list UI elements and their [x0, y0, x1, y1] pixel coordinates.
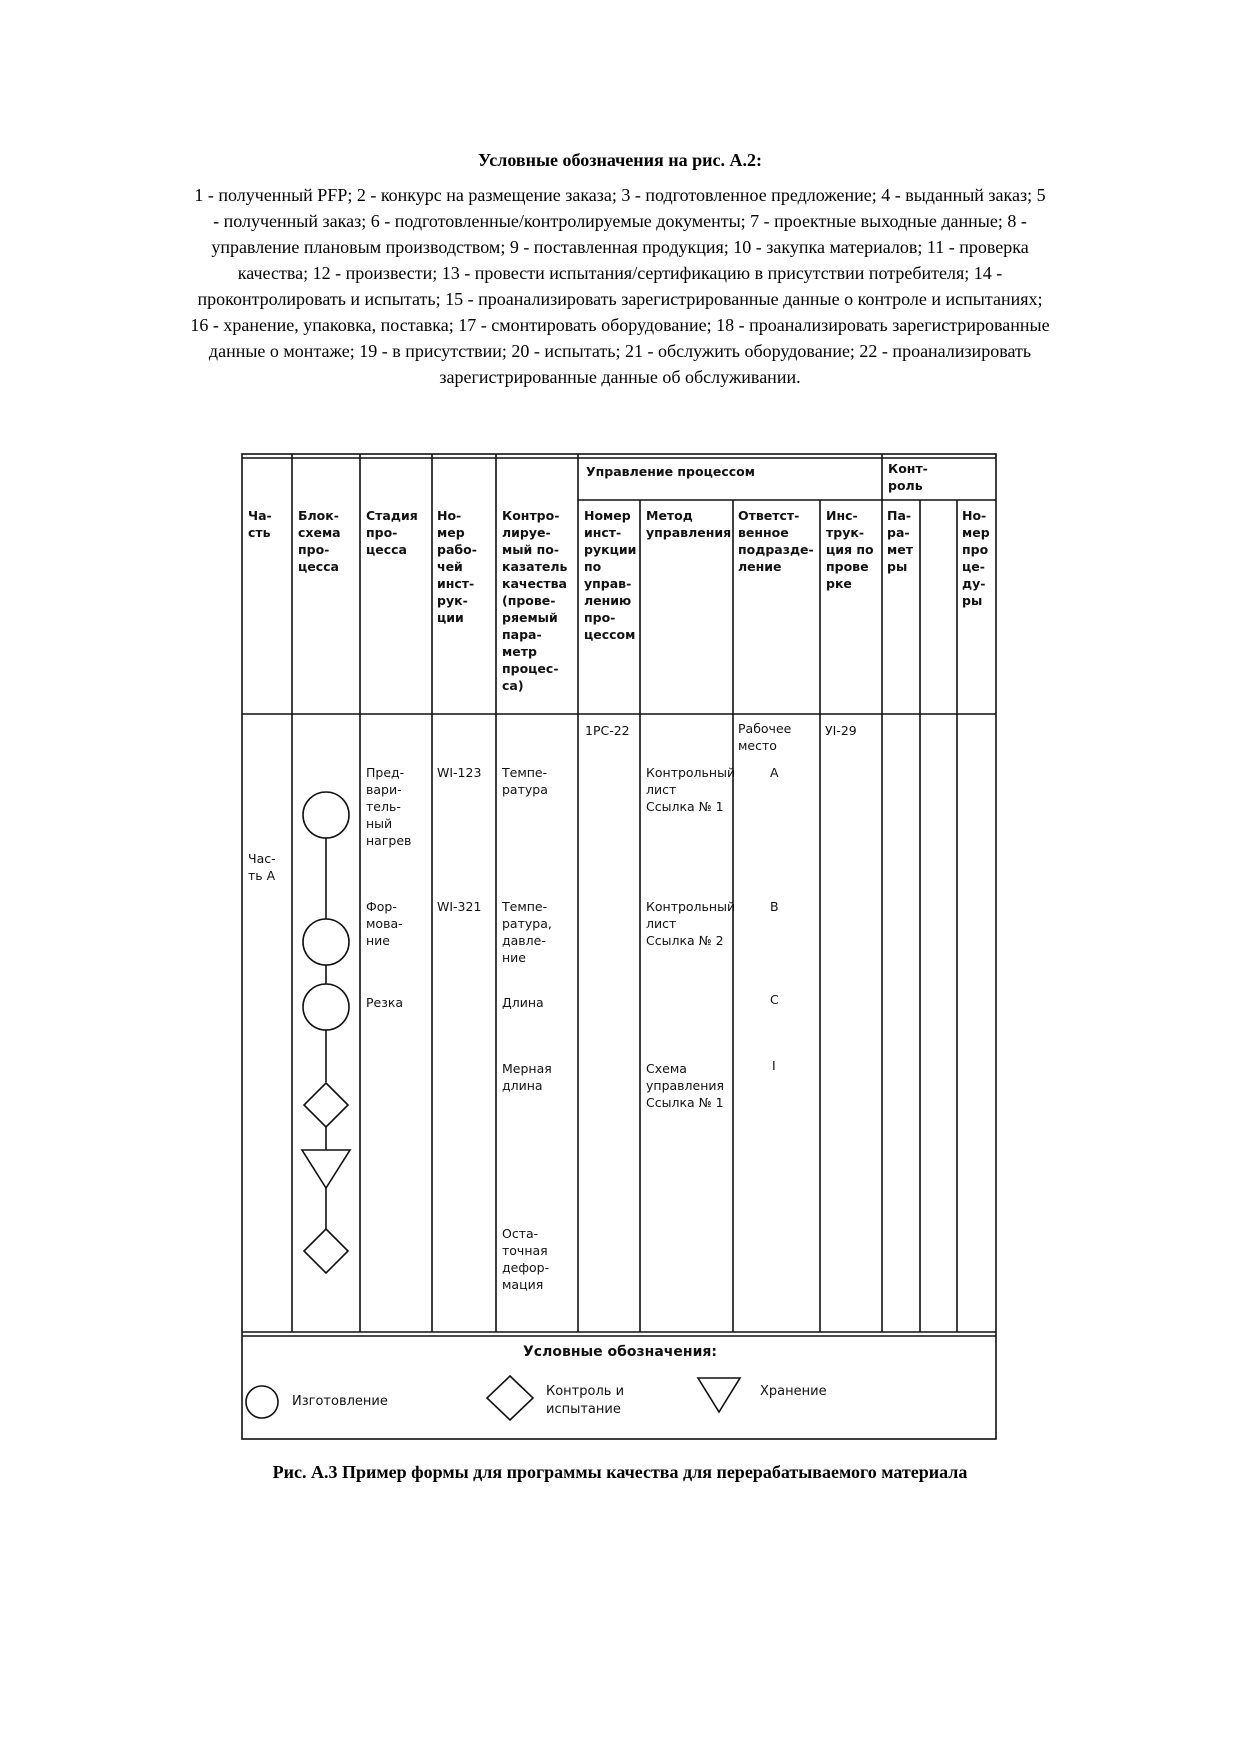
flow-circle-3: [303, 984, 349, 1030]
legend-diamond: [487, 1376, 533, 1420]
row4-responsible: I: [772, 1058, 776, 1073]
row1-method: Контрольный лист Ссылка № 1: [646, 765, 736, 814]
quality-program-form: [240, 452, 1000, 1444]
row2-indicator: Темпе- ратура, давле- ние: [502, 899, 552, 965]
flow-diamond-2: [304, 1229, 348, 1273]
header-responsible: Ответст- венное подразде- ление: [738, 508, 814, 574]
header-part: Ча- сть: [248, 508, 272, 540]
header-proc-number: Но- мер про це- ду- ры: [962, 508, 990, 608]
symbols-legend-manufacture: Изготовление: [292, 1394, 388, 1409]
symbols-legend-storage: Хранение: [760, 1384, 827, 1399]
header-wi-number: Но- мер рабо- чей инст- рук- ции: [437, 508, 477, 625]
group-header-process-control: Управление процессом: [586, 464, 755, 479]
row2-responsible: В: [770, 899, 779, 914]
legend-text: 1 - полученный PFP; 2 - конкурс на размещение заказа; 3 - подготовленное предложение; 4 - выданный заказ; 5 - полученный заказ; 6 - подготовленные/контролируемые документы; 7 - проектные выходные данные; 8 - управление плановым производством; 9 - поставленная продукция; 10 - закупка материалов; 11 - проверка качества; 12 - произвести; 13 - провести испытания/сертификацию в присутствии потребителя; 14 - проконтролировать и испытать; 15 - проанализировать зарегистрированные данные о контроле и испытаниях; 16 - хранение, упаковка, поставка; 17 - смонтировать оборудование; 18 - проанализировать зарегистрированные данные о монтаже; 19 - в присутствии; 20 - испытать; 21 - обслужить оборудование; 22 - проанализировать зарегистрированные данные об обслуживании.: [190, 185, 1050, 387]
header-check-instr: Инс- трук- ция по прове рке: [826, 508, 874, 591]
header-stage: Стадия про- цесса: [366, 508, 418, 557]
header-params: Па- ра- мет ры: [887, 508, 913, 574]
header-indicator: Контро- лируе- мый по- казатель качества (прове- ряемый пара- метр процес- са): [502, 508, 568, 693]
row3-indicator: Длина: [502, 995, 544, 1010]
figure-caption: Рис. А.3 Пример формы для программы качества для перерабатываемого материала: [272, 1462, 968, 1482]
header-block: Блок- схема про- цесса: [298, 508, 341, 574]
flow-diamond-1: [304, 1083, 348, 1127]
part-label: Час- ть А: [248, 851, 276, 883]
symbols-legend-title: Условные обозначения:: [523, 1344, 717, 1360]
legend-title: Условные обозначения на рис. А.2:: [477, 150, 763, 170]
row3-responsible: С: [770, 992, 779, 1007]
header-pc-number: Номер инст- рукции по управ- лению про- цессом: [584, 508, 637, 642]
row1-responsible: А: [770, 765, 779, 780]
flow-circle-1: [303, 792, 349, 838]
row1-wi: WI-123: [437, 765, 482, 780]
pc-instruction: 1PC-22: [585, 723, 630, 738]
legend-circle: [246, 1386, 278, 1418]
row3-stage: Резка: [366, 995, 404, 1010]
row4-method: Схема управления Ссылка № 1: [646, 1061, 725, 1110]
symbols-legend-control: Контроль и испытание: [546, 1384, 625, 1417]
row5-indicator: Оста- точная дефор- мация: [502, 1226, 550, 1292]
row1-stage: Пред- вари- тель- ный нагрев: [366, 765, 412, 848]
legend-triangle: [698, 1378, 740, 1412]
row1-indicator: Темпе- ратура: [502, 765, 548, 797]
flow-triangle: [302, 1150, 350, 1188]
row2-wi: WI-321: [437, 899, 482, 914]
row2-stage: Фор- мова- ние: [366, 899, 403, 948]
check-instruction: УI-29: [825, 723, 857, 738]
row2-method: Контрольный лист Ссылка № 2: [646, 899, 736, 948]
header-method: Метод управления: [646, 508, 732, 540]
responsible-top: Рабочее место: [738, 721, 792, 753]
flow-circle-2: [303, 919, 349, 965]
row4-indicator: Мерная длина: [502, 1061, 552, 1093]
group-header-control: Конт- роль: [888, 461, 928, 493]
